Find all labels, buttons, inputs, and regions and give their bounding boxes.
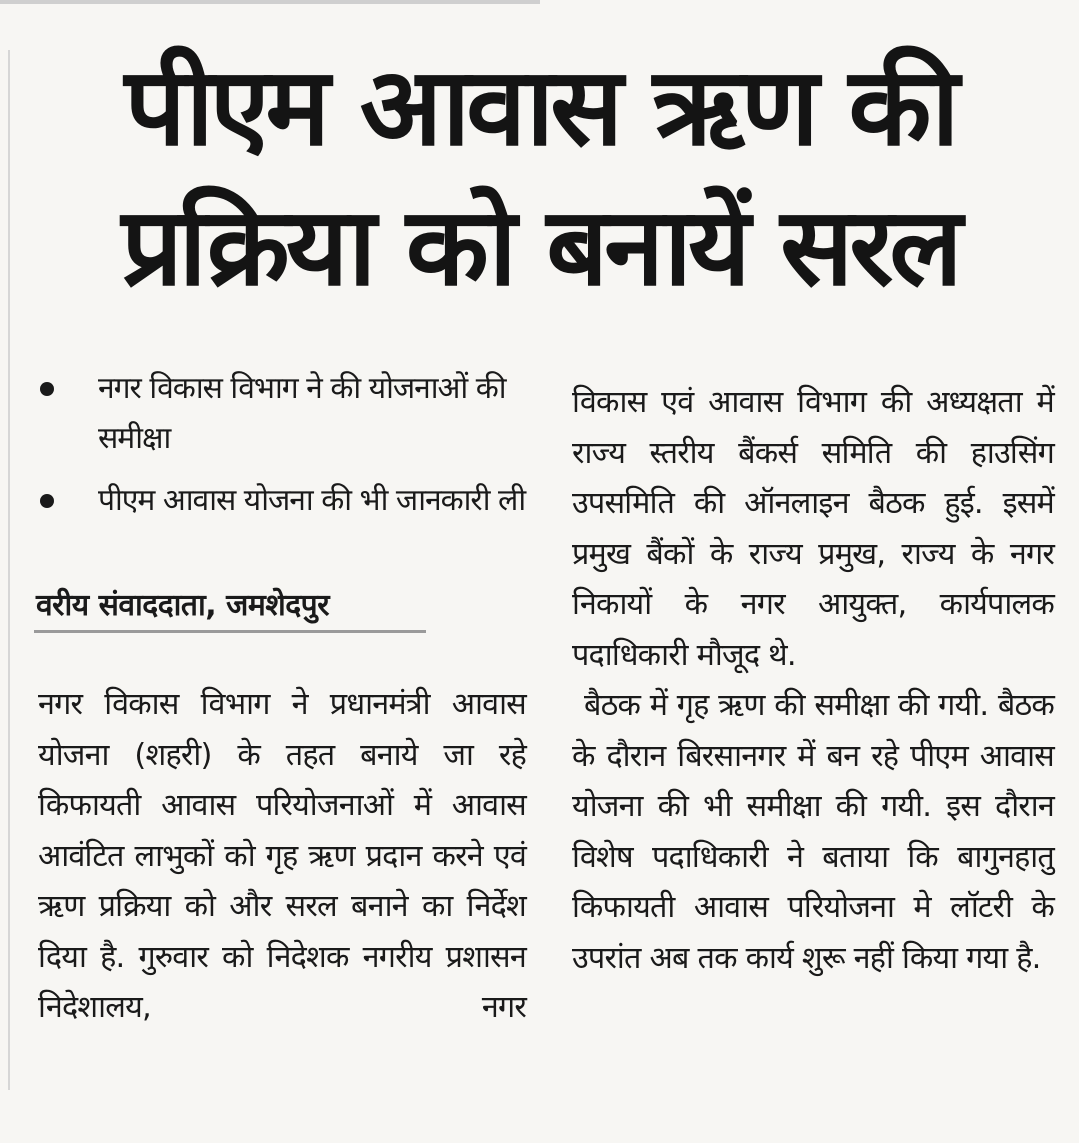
summary-bullets	[40, 364, 540, 538]
bullet-dot-icon	[40, 494, 54, 508]
summary-bullet-text: पीएम आवास योजना की भी जानकारी ली	[98, 483, 526, 518]
page-edge-rule	[8, 50, 10, 1090]
article-paragraph: विकास एवं आवास विभाग की अध्यक्षता में राज्य स्तरीय बैंकर्स समिति की हाउसिंग उपसमिति की ऑनलाइन बैठक हुई. इसमें प्रमुख बैंकों के राज्य प्रमुख, राज्य के नगर निकायों के नगर आयुक्त, कार्यपालक पदाधिकारी मौजूद थे.	[572, 385, 1054, 673]
article-column-left	[38, 680, 526, 1034]
headline-line-2: प्रक्रिया को बनायें सरल	[121, 185, 959, 310]
summary-bullet	[40, 476, 540, 526]
headline	[20, 38, 1060, 318]
article-paragraph: नगर विकास विभाग ने प्रधानमंत्री आवास योजना (शहरी) के तहत बनाये जा रहे किफायती आवास परियोजनाओं में आवास आवंटित लाभुकों को गृह ऋण प्रदान करने एवं ऋण प्रक्रिया को और सरल बनाने का निर्देश दिया है. गुरुवार को निदेशक नगरीय प्रशासन निदेशालय, नगर	[38, 687, 526, 1025]
byline: वरीय संवाददाता, जमशेदपुर	[36, 588, 329, 623]
top-border-rule	[0, 0, 540, 4]
summary-bullet	[40, 364, 540, 464]
byline-underline	[34, 630, 426, 633]
article-paragraph: बैठक में गृह ऋण की समीक्षा की गयी. बैठक के दौरान बिरसानगर में बन रहे पीएम आवास योजना की भी समीक्षा की गयी. इस दौरान विशेष पदाधिकारी ने बताया कि बागुनहातु किफायती आवास परियोजना मे लॉटरी के उपरांत अब तक कार्य शुरू नहीं किया गया है.	[572, 688, 1054, 976]
summary-bullet-text: नगर विकास विभाग ने की योजनाओं की समीक्षा	[98, 371, 506, 456]
bullet-dot-icon	[40, 382, 54, 396]
headline-line-1: पीएम आवास ऋण की	[124, 45, 956, 170]
article-column-right	[572, 378, 1054, 984]
